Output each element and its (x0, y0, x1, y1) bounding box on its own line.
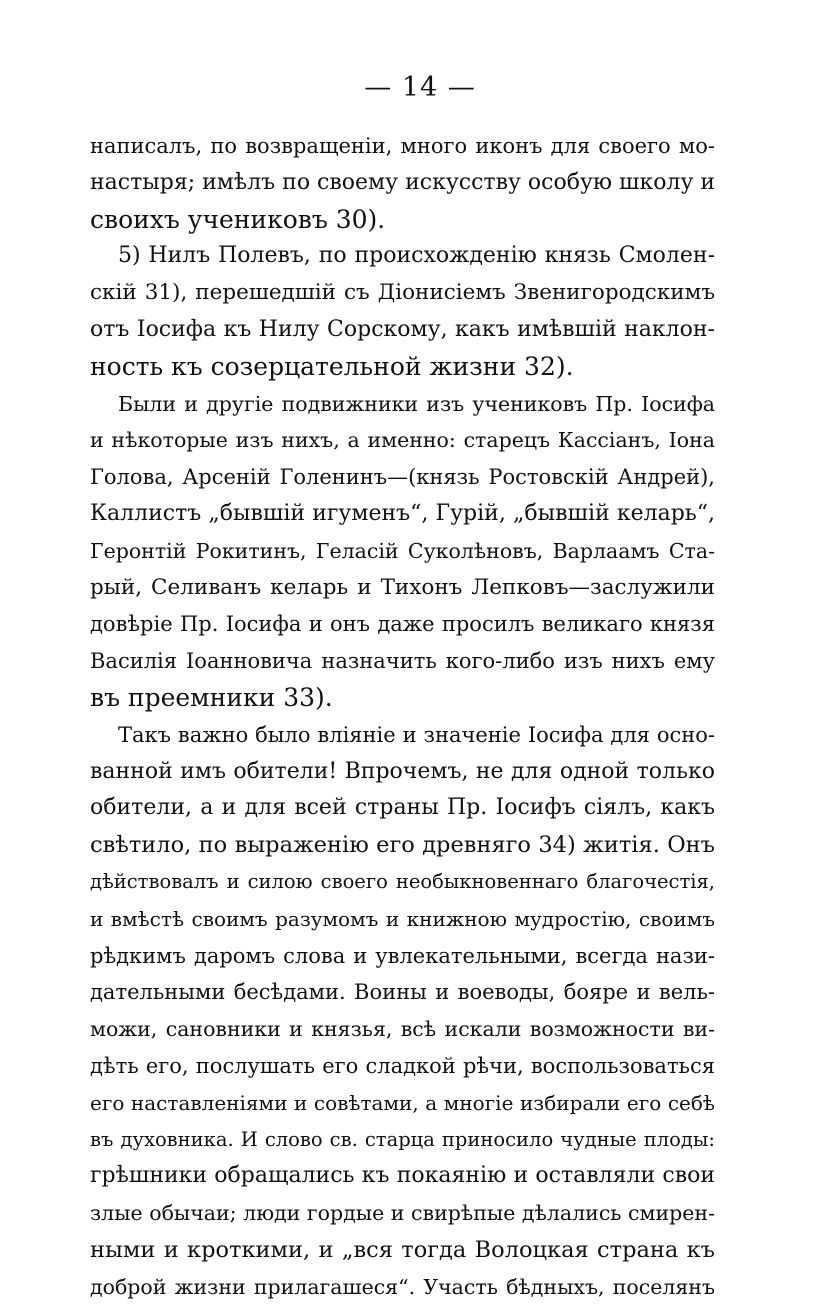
page-number: — 14 — (364, 72, 476, 103)
text-line: свѣтило, по выраженію его древняго 34) житія. Онъ (90, 832, 715, 859)
text-line: въ духовника. И слово св. старца приносило чудные плоды: (90, 1127, 715, 1151)
text-line: Такъ важно было вліяніе и значеніе Іосифа для осно- (118, 722, 715, 747)
text-line: Были и другіе подвижники изъ учениковъ Пр. Іосифа (118, 391, 715, 416)
text-line: можи, сановники и князья, всѣ искали возможности ви- (90, 1017, 715, 1042)
text-line: злые обычаи; люди гордые и свирѣпые дѣлались смирен- (90, 1201, 715, 1226)
text-line: дѣйствовалъ и силою своего необыкновеннаго благочестія, (90, 869, 715, 893)
text-line: скій 31), перешедшій съ Діонисіемъ Звенигородскимъ (90, 280, 715, 306)
text-line: довѣріе Пр. Іосифа и онъ даже просилъ великаго князя (90, 612, 715, 637)
text-line: Василія Іоанновича назначить кого-либо изъ нихъ ему (90, 649, 715, 674)
text-line: настыря; имѣлъ по своему искусству особую школу и (90, 169, 716, 195)
text-line: написалъ, по возвращеніи, много иконъ для своего мо- (90, 134, 715, 158)
text-line: дательными бесѣдами. Воины и воеводы, бояре и вель- (90, 980, 715, 1005)
text-line: отъ Іосифа къ Нилу Сорскому, какъ имѣвшій наклон- (90, 316, 715, 342)
text-line: и вмѣстѣ своимъ разумомъ и книжною мудростію, своимъ (90, 906, 715, 931)
text-line: обители, а и для всей страны Пр. Іосифъ сіялъ, какъ (90, 795, 715, 821)
text-line: доброй жизни прилагашеся“. Участь бѣдныхъ, поселянъ (90, 1274, 715, 1299)
text-line: ными и кроткими, и „вся тогда Волоцкая страна къ (90, 1236, 715, 1263)
text-line: Геронтій Рокитинъ, Геласій Суколѣновъ, Варлаамъ Ста- (90, 538, 715, 563)
text-line: и нѣкоторые изъ нихъ, а именно: старецъ Кассіанъ, Іона (90, 428, 715, 453)
text-line: рѣдкимъ даромъ слова и увлекательными, всегда нази- (90, 943, 715, 968)
text-line: Каллистъ „бывшій игуменъ“, Гурій, „бывшій келарь“, (90, 500, 715, 526)
text-line: грѣшники обращались къ покаянію и оставляли свои (90, 1163, 715, 1189)
text-line: рый, Селиванъ келарь и Тихонъ Лепковъ—заслужили (90, 574, 715, 600)
text-line: его наставленіями и совѣтами, а многіе избирали его себѣ (90, 1090, 715, 1115)
text-line: своихъ учениковъ 30). (90, 204, 386, 234)
text-line: Голова, Арсеній Голенинъ—(князь Ростовскій Андрей), (90, 465, 715, 490)
text-line: ность къ созерцательной жизни 32). (90, 351, 574, 381)
text-line: ванной имъ обители! Впрочемъ, не для одной только (90, 758, 715, 784)
text-line: въ преемники 33). (90, 682, 333, 712)
text-line: дѣть его, послушать его сладкой рѣчи, воспользоваться (90, 1053, 715, 1078)
text-line: 5) Нилъ Полевъ, по происхожденію князь Смолен- (118, 243, 715, 269)
body-text (90, 128, 715, 1306)
